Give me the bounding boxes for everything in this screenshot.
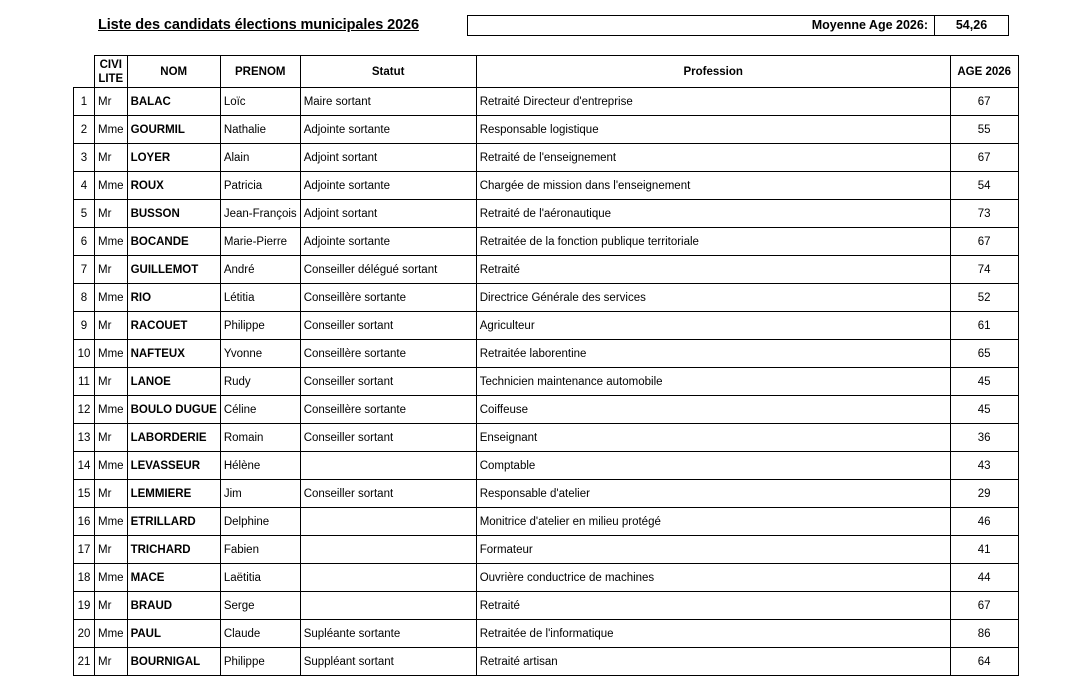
row-number: 4 <box>74 172 95 200</box>
table-row <box>74 256 1019 284</box>
header-civilite-line2: LITE <box>98 72 124 85</box>
profession-cell: Chargée de mission dans l'enseignement <box>476 172 950 200</box>
age-cell: 61 <box>950 312 1018 340</box>
table-row <box>74 200 1019 228</box>
age-cell: 45 <box>950 396 1018 424</box>
civilite-cell: Mr <box>95 536 128 564</box>
civilite-cell: Mr <box>95 88 128 116</box>
row-number: 21 <box>74 648 95 676</box>
profession-cell: Coiffeuse <box>476 396 950 424</box>
civilite-cell: Mme <box>95 452 128 480</box>
nom-cell: PAUL <box>127 620 220 648</box>
profession-cell: Retraité artisan <box>476 648 950 676</box>
civilite-cell: Mme <box>95 340 128 368</box>
table-row <box>74 508 1019 536</box>
age-cell: 43 <box>950 452 1018 480</box>
age-cell: 36 <box>950 424 1018 452</box>
prenom-cell: Patricia <box>220 172 300 200</box>
table-row <box>74 340 1019 368</box>
nom-cell: RIO <box>127 284 220 312</box>
table-row <box>74 648 1019 676</box>
candidates-table <box>73 55 1019 676</box>
civilite-cell: Mr <box>95 424 128 452</box>
profession-cell: Agriculteur <box>476 312 950 340</box>
civilite-cell: Mme <box>95 172 128 200</box>
statut-cell: Adjointe sortante <box>300 172 476 200</box>
prenom-cell: Philippe <box>220 648 300 676</box>
table-row <box>74 592 1019 620</box>
nom-cell: BRAUD <box>127 592 220 620</box>
row-number: 12 <box>74 396 95 424</box>
nom-cell: GOURMIL <box>127 116 220 144</box>
nom-cell: BUSSON <box>127 200 220 228</box>
age-cell: 64 <box>950 648 1018 676</box>
nom-cell: TRICHARD <box>127 536 220 564</box>
row-number: 13 <box>74 424 95 452</box>
prenom-cell: Delphine <box>220 508 300 536</box>
age-cell: 41 <box>950 536 1018 564</box>
profession-cell: Ouvrière conductrice de machines <box>476 564 950 592</box>
civilite-cell: Mr <box>95 592 128 620</box>
profession-cell: Retraité <box>476 256 950 284</box>
statut-cell: Conseillère sortante <box>300 396 476 424</box>
age-cell: 86 <box>950 620 1018 648</box>
statut-cell: Adjoint sortant <box>300 200 476 228</box>
civilite-cell: Mme <box>95 396 128 424</box>
prenom-cell: Jean-François <box>220 200 300 228</box>
header-civilite <box>95 56 128 88</box>
nom-cell: NAFTEUX <box>127 340 220 368</box>
profession-cell: Retraité Directeur d'entreprise <box>476 88 950 116</box>
age-cell: 74 <box>950 256 1018 284</box>
age-cell: 44 <box>950 564 1018 592</box>
row-number: 2 <box>74 116 95 144</box>
table-row <box>74 144 1019 172</box>
nom-cell: BOCANDE <box>127 228 220 256</box>
civilite-cell: Mr <box>95 256 128 284</box>
statut-cell <box>300 564 476 592</box>
nom-cell: MACE <box>127 564 220 592</box>
prenom-cell: André <box>220 256 300 284</box>
prenom-cell: Romain <box>220 424 300 452</box>
nom-cell: LABORDERIE <box>127 424 220 452</box>
age-cell: 67 <box>950 88 1018 116</box>
age-cell: 45 <box>950 368 1018 396</box>
table-row <box>74 536 1019 564</box>
nom-cell: BALAC <box>127 88 220 116</box>
prenom-cell: Philippe <box>220 312 300 340</box>
statut-cell: Conseillère sortante <box>300 340 476 368</box>
prenom-cell: Serge <box>220 592 300 620</box>
prenom-cell: Létitia <box>220 284 300 312</box>
civilite-cell: Mr <box>95 200 128 228</box>
row-number: 16 <box>74 508 95 536</box>
statut-cell: Conseiller sortant <box>300 312 476 340</box>
prenom-cell: Marie-Pierre <box>220 228 300 256</box>
row-number: 11 <box>74 368 95 396</box>
profession-cell: Enseignant <box>476 424 950 452</box>
profession-cell: Retraitée laborentine <box>476 340 950 368</box>
row-number: 3 <box>74 144 95 172</box>
row-number: 9 <box>74 312 95 340</box>
header-age: AGE 2026 <box>950 56 1018 88</box>
table-row <box>74 116 1019 144</box>
profession-cell: Directrice Générale des services <box>476 284 950 312</box>
statut-cell: Conseiller sortant <box>300 480 476 508</box>
header-nom: NOM <box>127 56 220 88</box>
table-row <box>74 368 1019 396</box>
table-row <box>74 424 1019 452</box>
age-cell: 65 <box>950 340 1018 368</box>
header-prenom: PRENOM <box>220 56 300 88</box>
age-cell: 29 <box>950 480 1018 508</box>
age-cell: 46 <box>950 508 1018 536</box>
nom-cell: LOYER <box>127 144 220 172</box>
civilite-cell: Mme <box>95 116 128 144</box>
prenom-cell: Yvonne <box>220 340 300 368</box>
average-age-box <box>467 15 1009 36</box>
statut-cell <box>300 536 476 564</box>
row-number: 7 <box>74 256 95 284</box>
table-row <box>74 564 1019 592</box>
table-row <box>74 312 1019 340</box>
table-header-row <box>74 56 1019 88</box>
civilite-cell: Mr <box>95 480 128 508</box>
age-cell: 67 <box>950 144 1018 172</box>
header-statut: Statut <box>300 56 476 88</box>
statut-cell: Adjointe sortante <box>300 116 476 144</box>
statut-cell: Suppléant sortant <box>300 648 476 676</box>
row-number: 20 <box>74 620 95 648</box>
average-age-label: Moyenne Age 2026: <box>811 18 928 32</box>
header-profession: Profession <box>476 56 950 88</box>
civilite-cell: Mr <box>95 648 128 676</box>
nom-cell: RACOUET <box>127 312 220 340</box>
average-age-value: 54,26 <box>934 16 1008 35</box>
prenom-cell: Jim <box>220 480 300 508</box>
age-cell: 52 <box>950 284 1018 312</box>
nom-cell: BOULO DUGUE <box>127 396 220 424</box>
prenom-cell: Hélène <box>220 452 300 480</box>
table-row <box>74 228 1019 256</box>
row-number: 17 <box>74 536 95 564</box>
statut-cell: Conseiller délégué sortant <box>300 256 476 284</box>
prenom-cell: Loïc <box>220 88 300 116</box>
table-row <box>74 620 1019 648</box>
table-row <box>74 480 1019 508</box>
table-row <box>74 284 1019 312</box>
statut-cell <box>300 508 476 536</box>
table-row <box>74 88 1019 116</box>
civilite-cell: Mr <box>95 144 128 172</box>
table-row <box>74 452 1019 480</box>
row-number: 5 <box>74 200 95 228</box>
profession-cell: Comptable <box>476 452 950 480</box>
row-number: 6 <box>74 228 95 256</box>
profession-cell: Monitrice d'atelier en milieu protégé <box>476 508 950 536</box>
nom-cell: BOURNIGAL <box>127 648 220 676</box>
nom-cell: ROUX <box>127 172 220 200</box>
prenom-cell: Claude <box>220 620 300 648</box>
row-number: 19 <box>74 592 95 620</box>
nom-cell: LEMMIERE <box>127 480 220 508</box>
nom-cell: ETRILLARD <box>127 508 220 536</box>
civilite-cell: Mme <box>95 564 128 592</box>
civilite-cell: Mme <box>95 620 128 648</box>
prenom-cell: Fabien <box>220 536 300 564</box>
statut-cell <box>300 592 476 620</box>
age-cell: 55 <box>950 116 1018 144</box>
profession-cell: Retraitée de la fonction publique territoriale <box>476 228 950 256</box>
row-number: 14 <box>74 452 95 480</box>
age-cell: 67 <box>950 228 1018 256</box>
prenom-cell: Alain <box>220 144 300 172</box>
statut-cell <box>300 452 476 480</box>
prenom-cell: Rudy <box>220 368 300 396</box>
nom-cell: LANOE <box>127 368 220 396</box>
document-title: Liste des candidats élections municipales 2026 <box>98 17 419 33</box>
statut-cell: Adjointe sortante <box>300 228 476 256</box>
statut-cell: Conseiller sortant <box>300 368 476 396</box>
header-civilite-line1: CIVI <box>99 58 122 71</box>
civilite-cell: Mme <box>95 284 128 312</box>
row-number: 1 <box>74 88 95 116</box>
header-number <box>74 56 95 88</box>
profession-cell: Retraité de l'enseignement <box>476 144 950 172</box>
profession-cell: Retraitée de l'informatique <box>476 620 950 648</box>
row-number: 15 <box>74 480 95 508</box>
nom-cell: GUILLEMOT <box>127 256 220 284</box>
age-cell: 67 <box>950 592 1018 620</box>
statut-cell: Conseiller sortant <box>300 424 476 452</box>
row-number: 10 <box>74 340 95 368</box>
prenom-cell: Céline <box>220 396 300 424</box>
civilite-cell: Mr <box>95 368 128 396</box>
profession-cell: Formateur <box>476 536 950 564</box>
prenom-cell: Nathalie <box>220 116 300 144</box>
civilite-cell: Mme <box>95 508 128 536</box>
age-cell: 54 <box>950 172 1018 200</box>
civilite-cell: Mr <box>95 312 128 340</box>
statut-cell: Conseillère sortante <box>300 284 476 312</box>
row-number: 8 <box>74 284 95 312</box>
prenom-cell: Laëtitia <box>220 564 300 592</box>
profession-cell: Responsable d'atelier <box>476 480 950 508</box>
profession-cell: Technicien maintenance automobile <box>476 368 950 396</box>
civilite-cell: Mme <box>95 228 128 256</box>
table-row <box>74 396 1019 424</box>
profession-cell: Retraité de l'aéronautique <box>476 200 950 228</box>
table-row <box>74 172 1019 200</box>
age-cell: 73 <box>950 200 1018 228</box>
row-number: 18 <box>74 564 95 592</box>
statut-cell: Maire sortant <box>300 88 476 116</box>
nom-cell: LEVASSEUR <box>127 452 220 480</box>
statut-cell: Supléante sortante <box>300 620 476 648</box>
profession-cell: Responsable logistique <box>476 116 950 144</box>
statut-cell: Adjoint sortant <box>300 144 476 172</box>
profession-cell: Retraité <box>476 592 950 620</box>
